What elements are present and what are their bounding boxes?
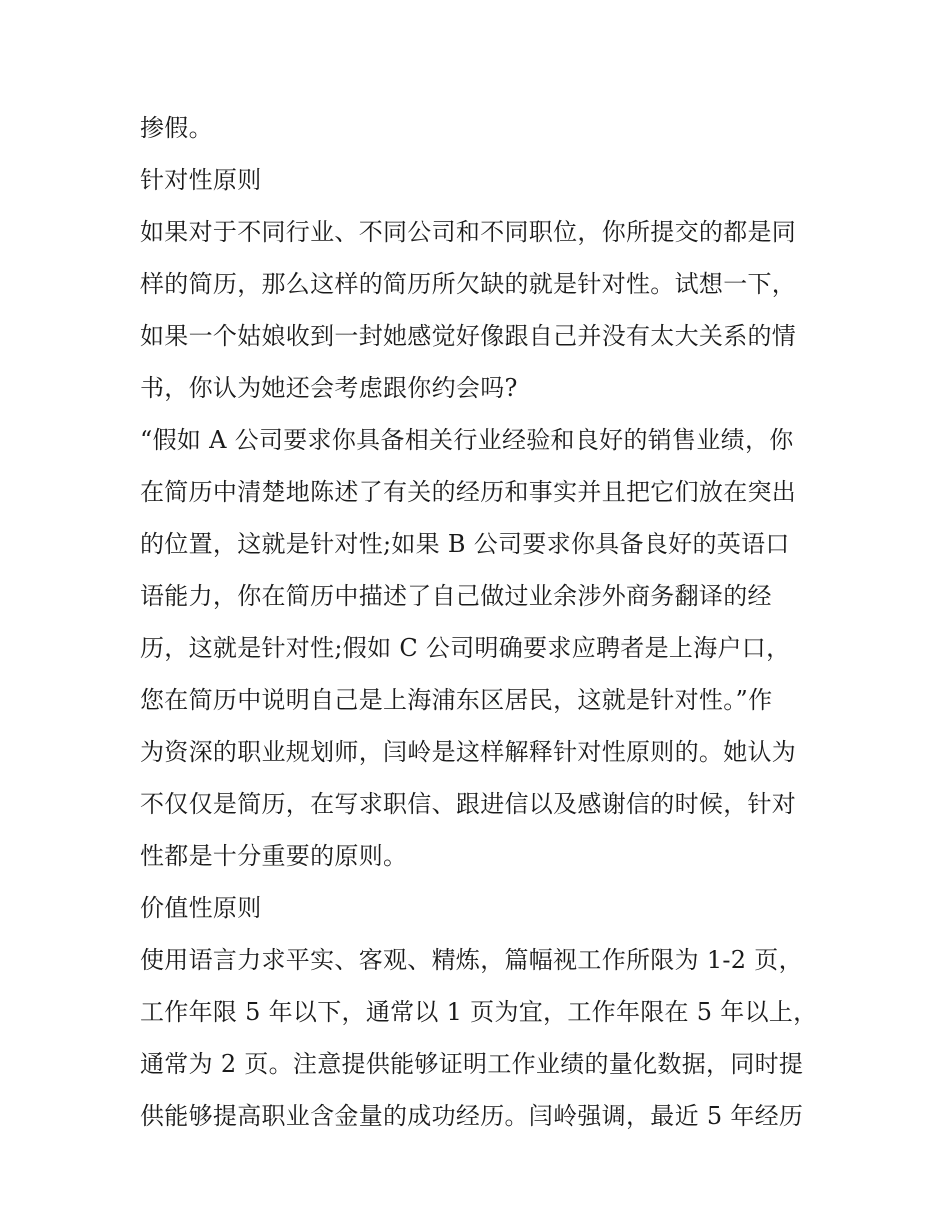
- paragraph-line: 通常为 2 页。注意提供能够证明工作业绩的量化数据，同时提: [140, 1050, 804, 1078]
- paragraph-line: 供能够提高职业含金量的成功经历。闫岭强调，最近 5 年经历: [140, 1102, 804, 1130]
- paragraph-line: “假如 A 公司要求你具备相关行业经验和良好的销售业绩，你: [140, 426, 794, 454]
- paragraph-line: 的位置，这就是针对性;如果 B 公司要求你具备良好的英语口: [140, 530, 790, 558]
- paragraph-line: 语能力，你在简历中描述了自己做过业余涉外商务翻译的经: [140, 582, 772, 610]
- section-heading-value: 价值性原则: [140, 894, 262, 922]
- paragraph-line: 为资深的职业规划师，闫岭是这样解释针对性原则的。她认为: [140, 738, 797, 766]
- paragraph-line: 样的简历，那么这样的简历所欠缺的就是针对性。试想一下，: [140, 270, 797, 298]
- paragraph-line: 使用语言力求平实、客观、精炼，篇幅视工作所限为 1-2 页，: [140, 946, 803, 974]
- paragraph-line: 书，你认为她还会考虑跟你约会吗?: [140, 374, 518, 402]
- section-heading-targeting: 针对性原则: [140, 166, 262, 194]
- paragraph-line: 历，这就是针对性;假如 C 公司明确要求应聘者是上海户口，: [140, 634, 791, 662]
- paragraph-line: 工作年限 5 年以下，通常以 1 页为宜，工作年限在 5 年以上，: [140, 998, 818, 1026]
- paragraph-line: 不仅仅是简历，在写求职信、跟进信以及感谢信的时候，针对: [140, 790, 797, 818]
- text-line-continuation: 掺假。: [140, 114, 213, 142]
- paragraph-line: 如果一个姑娘收到一封她感觉好像跟自己并没有太大关系的情: [140, 322, 797, 350]
- paragraph-line: 性都是十分重要的原则。: [140, 842, 408, 870]
- paragraph-line: 如果对于不同行业、不同公司和不同职位，你所提交的都是同: [140, 218, 797, 246]
- paragraph-line: 您在简历中说明自己是上海浦东区居民，这就是针对性。”作: [140, 686, 773, 714]
- paragraph-line: 在简历中清楚地陈述了有关的经历和事实并且把它们放在突出: [140, 478, 797, 506]
